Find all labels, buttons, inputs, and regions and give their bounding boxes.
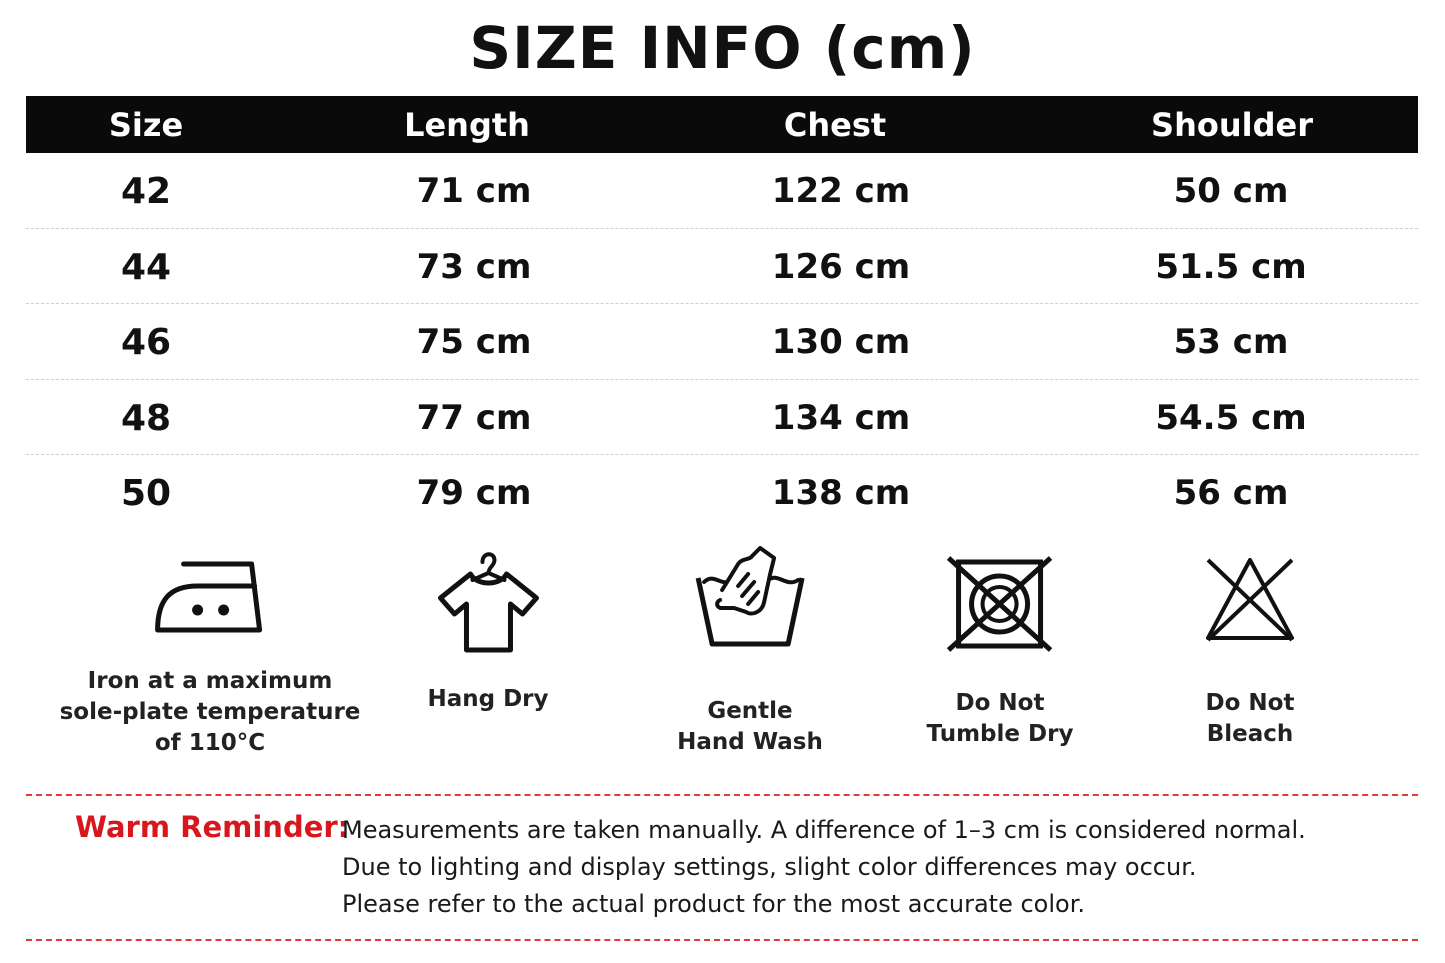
table-row	[26, 304, 1418, 380]
care-label: Hand Wash	[677, 729, 823, 755]
care-label: Iron at a maximum	[87, 668, 333, 694]
length-cell: 75 cm	[416, 322, 532, 362]
hang-dry-icon	[436, 546, 540, 656]
reminder-title: Warm Reminder:	[75, 810, 350, 844]
no-bleach-icon	[1202, 556, 1298, 646]
table-row	[26, 229, 1418, 305]
care-label: Bleach	[1206, 721, 1294, 747]
care-label: Do Not	[955, 690, 1045, 716]
length-cell: 77 cm	[416, 397, 532, 438]
divider	[26, 794, 1418, 796]
header-shoulder: Shoulder	[1151, 106, 1313, 144]
chest-cell: 122 cm	[771, 171, 911, 211]
size-cell: 50	[120, 473, 172, 514]
care-label: of 110°C	[154, 730, 266, 756]
divider	[26, 939, 1418, 941]
shoulder-cell: 56 cm	[1173, 473, 1289, 513]
size-table	[26, 153, 1418, 530]
table-header	[26, 96, 1418, 153]
care-item-hand-wash	[677, 546, 823, 758]
care-label: Hang Dry	[427, 686, 549, 712]
no-tumble-dry-icon	[947, 556, 1053, 652]
care-label: Do Not	[1205, 690, 1295, 716]
shoulder-cell: 51.5 cm	[1155, 246, 1307, 287]
size-cell: 44	[120, 246, 172, 288]
care-item-hang-dry	[427, 546, 548, 715]
table-row	[26, 455, 1418, 530]
care-label: Tumble Dry	[926, 721, 1074, 747]
care-instructions	[0, 540, 1445, 756]
care-item-no-bleach	[1202, 556, 1298, 750]
length-cell: 79 cm	[416, 473, 532, 513]
header-size: Size	[108, 106, 184, 144]
reminder-line: Due to lighting and display settings, slight color differences may occur.	[342, 853, 1197, 881]
chest-cell: 134 cm	[771, 397, 911, 438]
shoulder-cell: 54.5 cm	[1155, 397, 1307, 438]
shoulder-cell: 50 cm	[1173, 171, 1289, 211]
size-cell: 48	[120, 397, 172, 439]
chest-cell: 126 cm	[771, 246, 911, 287]
chest-cell: 130 cm	[771, 322, 911, 362]
care-item-iron	[60, 556, 361, 759]
reminder-line: Please refer to the actual product for the most accurate color.	[342, 890, 1085, 918]
care-item-no-tumble-dry	[927, 556, 1074, 750]
reminder-text	[342, 812, 1306, 923]
iron-icon	[154, 556, 266, 636]
length-cell: 73 cm	[416, 246, 532, 287]
table-row	[26, 380, 1418, 456]
chest-cell: 138 cm	[771, 473, 911, 513]
hand-wash-icon	[694, 546, 806, 650]
size-cell: 42	[120, 171, 172, 212]
shoulder-cell: 53 cm	[1173, 322, 1289, 362]
length-cell: 71 cm	[416, 171, 532, 211]
care-label: Gentle	[707, 698, 793, 724]
page-title: SIZE INFO (cm)	[469, 14, 976, 82]
table-row	[26, 153, 1418, 229]
header-chest: Chest	[783, 106, 887, 144]
care-label: sole-plate temperature	[59, 699, 361, 725]
reminder-line: Measurements are taken manually. A difference of 1–3 cm is considered normal.	[342, 816, 1306, 844]
size-cell: 46	[120, 322, 172, 363]
header-length: Length	[404, 106, 530, 144]
